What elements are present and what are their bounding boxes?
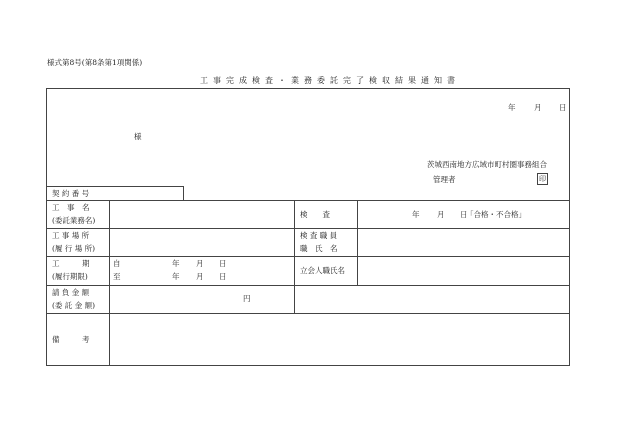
frame-right (569, 88, 570, 366)
mid-column-line (294, 200, 295, 313)
period-to-month: 月 (196, 272, 204, 281)
row-line-4 (46, 285, 570, 286)
remarks-label: 備 考 (52, 335, 90, 344)
inspector-title-label: 検 査 職 員 (300, 231, 338, 240)
seal-mark: 印 (539, 175, 546, 183)
witness-label: 立会人職氏名 (300, 266, 345, 275)
date-month: 月 (534, 103, 542, 112)
page-title: 工事完成検査・業務委託完了検収結果通知書 (200, 76, 460, 85)
period-to-marker: 至 (113, 272, 121, 281)
work-place-label: 工 事 場 所 (52, 231, 90, 240)
row-line-1 (46, 200, 570, 201)
period-alt-label: (履行期限) (52, 272, 88, 281)
inspection-label: 検 査 (300, 210, 330, 219)
amount-unit: 円 (243, 294, 251, 303)
date-year: 年 (508, 103, 516, 112)
row-line-3 (46, 256, 570, 257)
frame-left (46, 88, 47, 366)
frame-bottom (46, 365, 570, 366)
period-from-year: 年 (172, 259, 180, 268)
inspection-year: 年 (412, 210, 420, 219)
period-from-marker: 自 (113, 259, 121, 268)
date-day: 日 (559, 103, 567, 112)
frame-top (46, 88, 570, 89)
period-from-month: 月 (196, 259, 204, 268)
inspection-result: 「合格・不合格」 (466, 210, 526, 219)
inspector-name-label: 職 氏 名 (300, 244, 338, 253)
contract-row-top (46, 186, 184, 187)
issuer-organization: 茨城西南地方広域市町村圏事務組合 (427, 160, 547, 169)
right-column-line (357, 200, 358, 285)
amount-alt-label: (委 託 金 額) (52, 301, 96, 310)
period-to-day: 日 (219, 272, 227, 281)
work-name-alt-label: (委託業務名) (52, 216, 96, 225)
row-line-2 (46, 228, 570, 229)
amount-label: 請 負 金 額 (52, 288, 90, 297)
contract-row-right (183, 186, 184, 201)
period-label: 工 期 (52, 259, 90, 268)
inspection-day: 日 (460, 210, 468, 219)
period-to-year: 年 (172, 272, 180, 281)
form-number: 様式第8号(第8条第1項関係) (47, 58, 143, 67)
period-from-day: 日 (219, 259, 227, 268)
contract-number-label: 契 約 番 号 (52, 189, 90, 198)
work-place-alt-label: (履 行 場 所) (52, 244, 96, 253)
addressee-suffix: 様 (134, 132, 142, 141)
row-line-5 (46, 313, 570, 314)
inspection-month: 月 (437, 210, 445, 219)
work-name-label: 工 事 名 (52, 203, 90, 212)
issuer-role: 管理者 (433, 175, 456, 184)
label-column-line (109, 200, 110, 366)
